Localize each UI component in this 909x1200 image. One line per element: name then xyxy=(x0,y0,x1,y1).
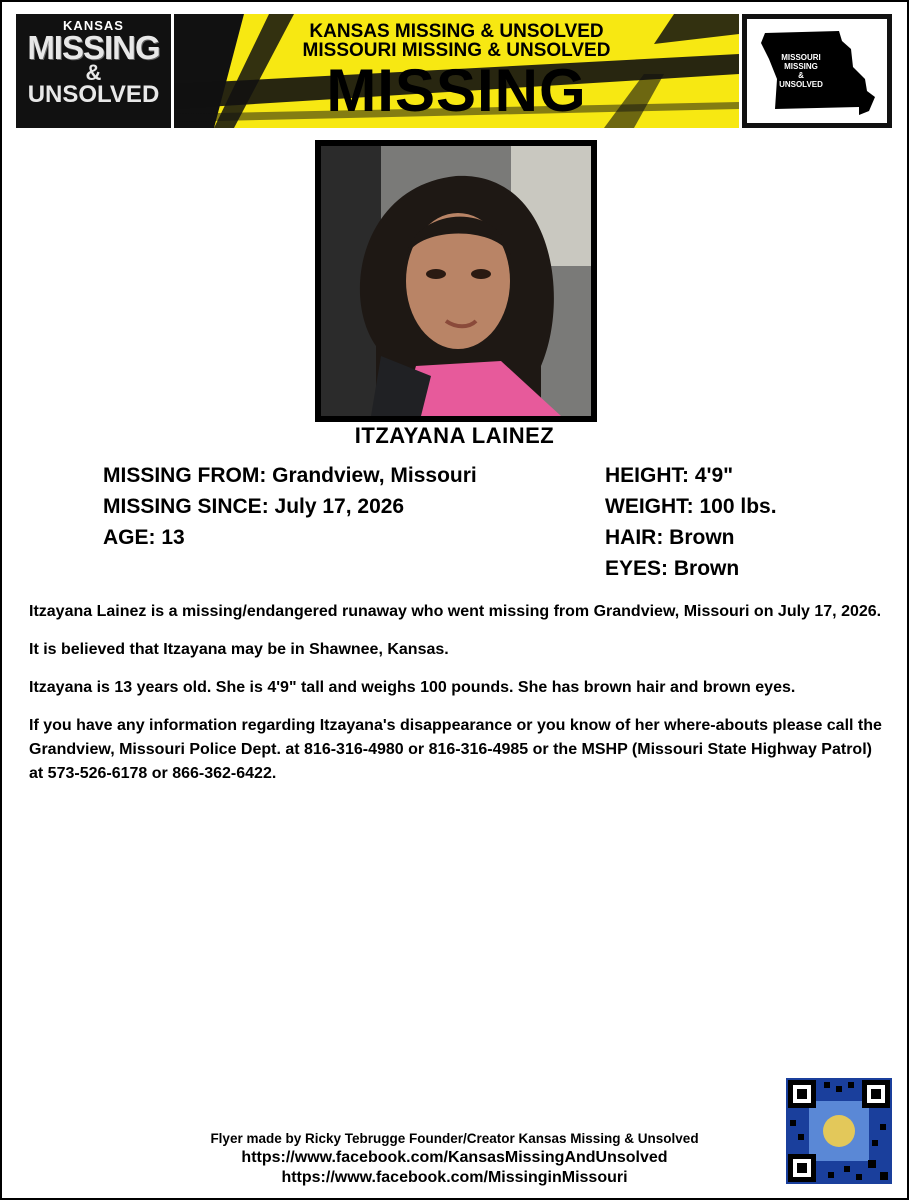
weight-field: WEIGHT: 100 lbs. xyxy=(605,495,777,518)
facebook-link-kansas[interactable]: https://www.facebook.com/KansasMissingAndUnsolved xyxy=(241,1149,668,1166)
missing-banner xyxy=(174,14,739,128)
logo-amp-text: & xyxy=(85,60,102,85)
age-field: AGE: 13 xyxy=(103,526,185,549)
missing-person-photo xyxy=(315,140,597,422)
case-description xyxy=(29,600,889,800)
missouri-missing-unsolved-logo xyxy=(742,14,892,128)
logo-kansas-text: KANSAS xyxy=(63,18,124,33)
height-field: HEIGHT: 4'9" xyxy=(605,464,734,487)
missouri-logo-text: MISSOURI MISSING & UNSOLVED xyxy=(779,53,823,89)
qr-code-icon[interactable] xyxy=(784,1076,894,1186)
description-paragraph-2: It is believed that Itzayana may be in Shawnee, Kansas. xyxy=(29,641,449,658)
flyer-footer xyxy=(2,1130,907,1188)
hair-field: HAIR: Brown xyxy=(605,526,735,549)
banner-missing-title: MISSING xyxy=(326,57,587,124)
kansas-missing-unsolved-logo xyxy=(16,14,171,128)
flyer-credit: Flyer made by Ricky Tebrugge Founder/Creator Kansas Missing & Unsolved xyxy=(210,1131,699,1146)
details-right-column xyxy=(605,460,777,584)
description-paragraph-4: If you have any information regarding Itzayana's disappearance or you know of her where-abouts please call the Grandview, Missouri Police Dept. at 816-316-4980 or 816-316-4985 or the MSHP (Missouri State Highway Patrol) at 573-526-6178 or 866-362-6422. xyxy=(29,717,882,782)
banner-missouri-line: MISSOURI MISSING & UNSOLVED xyxy=(302,40,611,61)
description-paragraph-3: Itzayana is 13 years old. She is 4'9" tall and weighs 100 pounds. She has brown hair and brown eyes. xyxy=(29,679,796,696)
details-left-column xyxy=(103,460,477,553)
logo-unsolved-text: UNSOLVED xyxy=(27,81,160,108)
facebook-link-missouri[interactable]: https://www.facebook.com/MissinginMissouri xyxy=(281,1169,628,1186)
logo-missing-text: MISSING xyxy=(27,29,160,66)
banner-kansas-line: KANSAS MISSING & UNSOLVED xyxy=(309,21,604,42)
description-paragraph-1: Itzayana Lainez is a missing/endangered runaway who went missing from Grandview, Missouri on July 17, 2026. xyxy=(29,603,882,620)
eyes-field: EYES: Brown xyxy=(605,557,740,580)
missing-since-field: MISSING SINCE: July 17, 2026 xyxy=(103,495,405,518)
missing-from-field: MISSING FROM: Grandview, Missouri xyxy=(103,464,477,487)
person-name: ITZAYANA LAINEZ xyxy=(354,423,555,448)
flyer-header xyxy=(2,2,907,130)
